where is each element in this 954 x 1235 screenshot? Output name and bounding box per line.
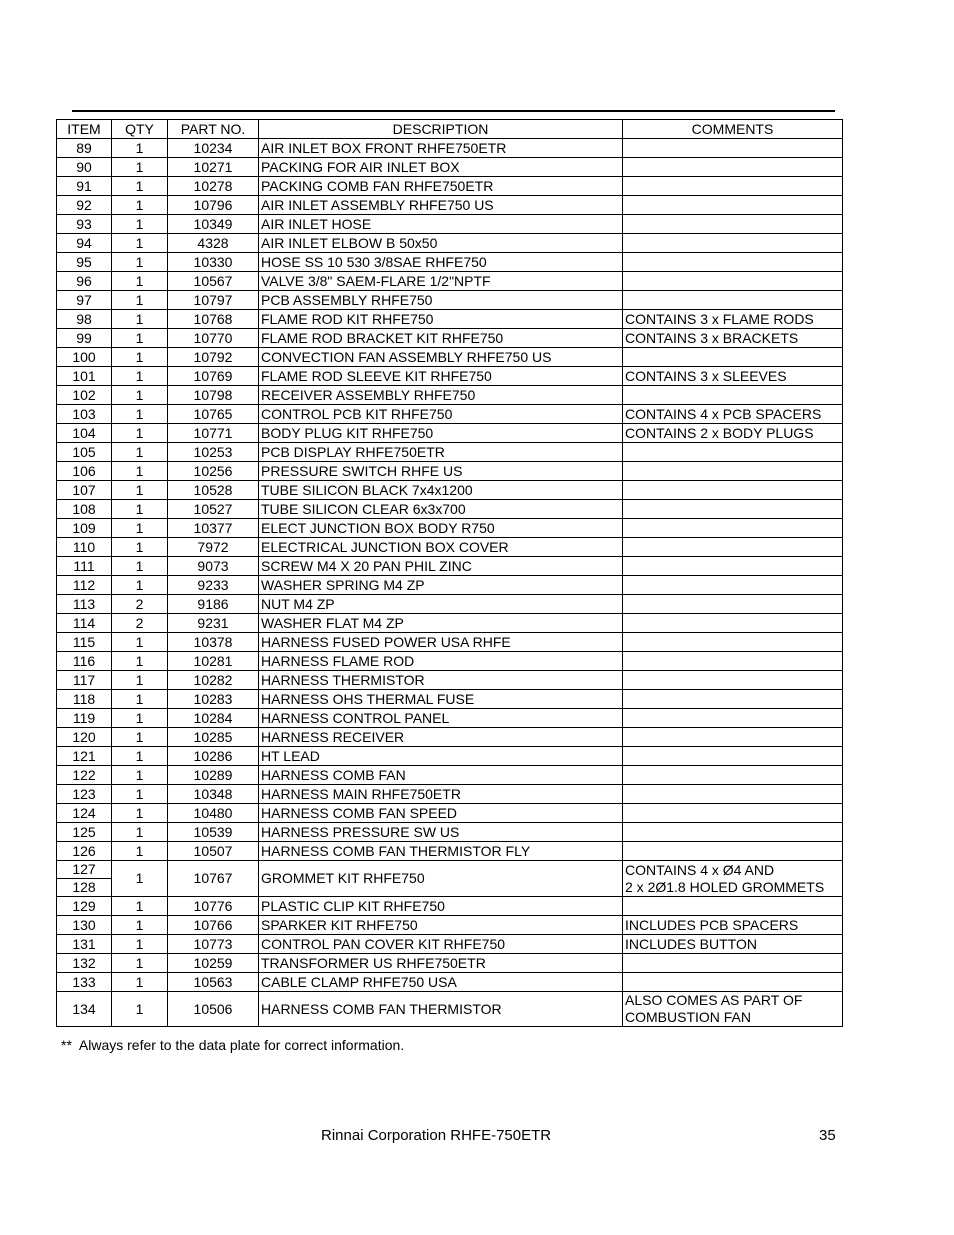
qty-cell: 1 [112, 367, 168, 386]
item-cell: 105 [57, 443, 112, 462]
part-no-cell: 10349 [168, 215, 259, 234]
part-no-cell: 10348 [168, 785, 259, 804]
item-cell: 110 [57, 538, 112, 557]
qty-cell: 1 [112, 158, 168, 177]
description-cell: VALVE 3/8" SAEM-FLARE 1/2"NPTF [259, 272, 623, 291]
table-row [57, 973, 843, 992]
table-row [57, 405, 843, 424]
qty-cell: 1 [112, 139, 168, 158]
table-row [57, 897, 843, 916]
table-row [57, 234, 843, 253]
part-no-cell: 10765 [168, 405, 259, 424]
table-row [57, 424, 843, 443]
comment-cell [623, 766, 843, 785]
comment-cell [623, 291, 843, 310]
part-no-cell: 10792 [168, 348, 259, 367]
part-no-cell: 10767 [168, 861, 259, 897]
item-cell: 133 [57, 973, 112, 992]
header-part-no: PART NO. [168, 120, 259, 139]
item-cell: 118 [57, 690, 112, 709]
qty-cell: 1 [112, 329, 168, 348]
part-no-cell: 10769 [168, 367, 259, 386]
item-cell: 107 [57, 481, 112, 500]
description-cell: HARNESS COMB FAN SPEED [259, 804, 623, 823]
qty-cell: 1 [112, 804, 168, 823]
part-no-cell: 10539 [168, 823, 259, 842]
description-cell: HARNESS FUSED POWER USA RHFE [259, 633, 623, 652]
description-cell: TRANSFORMER US RHFE750ETR [259, 954, 623, 973]
comment-cell [623, 386, 843, 405]
description-cell: HARNESS PRESSURE SW US [259, 823, 623, 842]
description-cell: CONTROL PAN COVER KIT RHFE750 [259, 935, 623, 954]
table-row [57, 785, 843, 804]
qty-cell: 1 [112, 177, 168, 196]
qty-cell: 1 [112, 935, 168, 954]
comment-cell: CONTAINS 3 x SLEEVES [623, 367, 843, 386]
header-item: ITEM [57, 120, 112, 139]
item-cell: 124 [57, 804, 112, 823]
comment-cell [623, 614, 843, 633]
item-cell: 117 [57, 671, 112, 690]
part-no-cell: 10776 [168, 897, 259, 916]
footer-title: Rinnai Corporation RHFE-750ETR [321, 1127, 552, 1144]
description-cell: HT LEAD [259, 747, 623, 766]
comment-line: COMBUSTION FAN [625, 1009, 752, 1025]
description-cell: PACKING FOR AIR INLET BOX [259, 158, 623, 177]
description-cell: HARNESS COMB FAN THERMISTOR [259, 992, 623, 1027]
table-row [57, 538, 843, 557]
description-cell: HOSE SS 10 530 3/8SAE RHFE750 [259, 253, 623, 272]
part-no-cell: 10528 [168, 481, 259, 500]
comment-cell [623, 747, 843, 766]
item-cell: 129 [57, 897, 112, 916]
table-row [57, 367, 843, 386]
table-row [57, 804, 843, 823]
description-cell: PRESSURE SWITCH RHFE US [259, 462, 623, 481]
comment-cell [623, 785, 843, 804]
item-cell: 92 [57, 196, 112, 215]
table-row [57, 747, 843, 766]
item-cell: 101 [57, 367, 112, 386]
part-no-cell: 9233 [168, 576, 259, 595]
description-cell: AIR INLET ELBOW B 50x50 [259, 234, 623, 253]
item-cell: 94 [57, 234, 112, 253]
item-cell: 106 [57, 462, 112, 481]
qty-cell: 1 [112, 671, 168, 690]
table-row [57, 253, 843, 272]
description-cell: PLASTIC CLIP KIT RHFE750 [259, 897, 623, 916]
part-no-cell: 10766 [168, 916, 259, 935]
table-row [57, 916, 843, 935]
item-cell: 131 [57, 935, 112, 954]
table-row [57, 158, 843, 177]
table-row [57, 177, 843, 196]
qty-cell: 1 [112, 652, 168, 671]
qty-cell: 1 [112, 766, 168, 785]
comment-cell [623, 973, 843, 992]
qty-cell: 1 [112, 386, 168, 405]
table-row [57, 633, 843, 652]
part-no-cell: 10768 [168, 310, 259, 329]
qty-cell: 1 [112, 253, 168, 272]
description-cell: SPARKER KIT RHFE750 [259, 916, 623, 935]
table-row [57, 861, 843, 879]
description-cell: HARNESS COMB FAN [259, 766, 623, 785]
description-cell: HARNESS THERMISTOR [259, 671, 623, 690]
qty-cell: 1 [112, 196, 168, 215]
part-no-cell: 10271 [168, 158, 259, 177]
comment-line: ALSO COMES AS PART OF [625, 992, 803, 1008]
comment-cell [623, 348, 843, 367]
part-no-cell: 10770 [168, 329, 259, 348]
description-cell: PACKING COMB FAN RHFE750ETR [259, 177, 623, 196]
description-cell: NUT M4 ZP [259, 595, 623, 614]
comment-cell [623, 671, 843, 690]
item-cell: 103 [57, 405, 112, 424]
item-cell: 112 [57, 576, 112, 595]
comment-cell: INCLUDES BUTTON [623, 935, 843, 954]
table-row [57, 652, 843, 671]
comment-cell [623, 690, 843, 709]
part-no-cell: 10284 [168, 709, 259, 728]
table-row [57, 709, 843, 728]
comment-cell: CONTAINS 3 x FLAME RODS [623, 310, 843, 329]
description-cell: ELECT JUNCTION BOX BODY R750 [259, 519, 623, 538]
part-no-cell: 10507 [168, 842, 259, 861]
comment-cell [623, 519, 843, 538]
parts-table [56, 119, 843, 1027]
qty-cell: 1 [112, 633, 168, 652]
part-no-cell: 10234 [168, 139, 259, 158]
table-row [57, 766, 843, 785]
table-row [57, 139, 843, 158]
comment-cell [623, 196, 843, 215]
table-row [57, 690, 843, 709]
qty-cell: 1 [112, 861, 168, 897]
comment-line: CONTAINS 4 x Ø4 AND [625, 861, 775, 878]
item-cell: 126 [57, 842, 112, 861]
comment-cell [623, 234, 843, 253]
item-cell: 115 [57, 633, 112, 652]
comment-cell [623, 177, 843, 196]
item-cell: 108 [57, 500, 112, 519]
part-no-cell: 10378 [168, 633, 259, 652]
table-row [57, 557, 843, 576]
qty-cell: 1 [112, 557, 168, 576]
description-cell: GROMMET KIT RHFE750 [259, 861, 623, 897]
part-no-cell: 10796 [168, 196, 259, 215]
part-no-cell: 7972 [168, 538, 259, 557]
description-cell: CONTROL PCB KIT RHFE750 [259, 405, 623, 424]
table-header-row [57, 120, 843, 139]
item-cell: 128 [57, 879, 112, 897]
table-row [57, 443, 843, 462]
description-cell: HARNESS OHS THERMAL FUSE [259, 690, 623, 709]
item-cell: 122 [57, 766, 112, 785]
qty-cell: 1 [112, 538, 168, 557]
comment-cell [623, 462, 843, 481]
qty-cell: 1 [112, 954, 168, 973]
qty-cell: 1 [112, 823, 168, 842]
part-no-cell: 10286 [168, 747, 259, 766]
item-cell: 111 [57, 557, 112, 576]
description-cell: AIR INLET ASSEMBLY RHFE750 US [259, 196, 623, 215]
table-row [57, 935, 843, 954]
table-row [57, 614, 843, 633]
item-cell: 125 [57, 823, 112, 842]
item-cell: 114 [57, 614, 112, 633]
qty-cell: 1 [112, 462, 168, 481]
comment-cell [623, 557, 843, 576]
comment-cell [623, 861, 843, 897]
comment-cell [623, 443, 843, 462]
description-cell: PCB ASSEMBLY RHFE750 [259, 291, 623, 310]
item-cell: 121 [57, 747, 112, 766]
table-row [57, 728, 843, 747]
description-cell: FLAME ROD BRACKET KIT RHFE750 [259, 329, 623, 348]
comment-cell: CONTAINS 2 x BODY PLUGS [623, 424, 843, 443]
page-number: 35 [819, 1127, 836, 1144]
qty-cell: 1 [112, 842, 168, 861]
table-row [57, 992, 843, 1027]
description-cell: FLAME ROD SLEEVE KIT RHFE750 [259, 367, 623, 386]
qty-cell: 1 [112, 405, 168, 424]
item-cell: 99 [57, 329, 112, 348]
description-cell: PCB DISPLAY RHFE750ETR [259, 443, 623, 462]
part-no-cell: 4328 [168, 234, 259, 253]
part-no-cell: 10506 [168, 992, 259, 1027]
table-row [57, 272, 843, 291]
part-no-cell: 10283 [168, 690, 259, 709]
comment-cell [623, 633, 843, 652]
comment-cell [623, 139, 843, 158]
table-row [57, 519, 843, 538]
item-cell: 102 [57, 386, 112, 405]
comment-cell [623, 897, 843, 916]
header-comments: COMMENTS [623, 120, 843, 139]
item-cell: 119 [57, 709, 112, 728]
table-row [57, 196, 843, 215]
part-no-cell: 9073 [168, 557, 259, 576]
table-row [57, 215, 843, 234]
part-no-cell: 10256 [168, 462, 259, 481]
table-row [57, 291, 843, 310]
part-no-cell: 10563 [168, 973, 259, 992]
description-cell: AIR INLET BOX FRONT RHFE750ETR [259, 139, 623, 158]
qty-cell: 1 [112, 500, 168, 519]
comment-cell [623, 253, 843, 272]
qty-cell: 1 [112, 348, 168, 367]
comment-cell [623, 595, 843, 614]
comment-line: 2 x 2Ø1.8 HOLED GROMMETS [625, 878, 825, 895]
comment-cell [623, 652, 843, 671]
comment-cell [623, 709, 843, 728]
qty-cell: 2 [112, 614, 168, 633]
part-no-cell: 10527 [168, 500, 259, 519]
item-cell: 93 [57, 215, 112, 234]
part-no-cell: 10285 [168, 728, 259, 747]
comment-cell [623, 272, 843, 291]
table-row [57, 576, 843, 595]
qty-cell: 1 [112, 747, 168, 766]
comment-cell: CONTAINS 4 x PCB SPACERS [623, 405, 843, 424]
description-cell: CABLE CLAMP RHFE750 USA [259, 973, 623, 992]
part-no-cell: 10278 [168, 177, 259, 196]
table-row [57, 500, 843, 519]
table-row [57, 671, 843, 690]
table-row [57, 595, 843, 614]
part-no-cell: 9231 [168, 614, 259, 633]
description-cell: FLAME ROD KIT RHFE750 [259, 310, 623, 329]
comment-cell [623, 215, 843, 234]
description-cell: WASHER SPRING M4 ZP [259, 576, 623, 595]
qty-cell: 1 [112, 234, 168, 253]
qty-cell: 1 [112, 992, 168, 1027]
comment-cell [623, 538, 843, 557]
table-row [57, 462, 843, 481]
description-cell: BODY PLUG KIT RHFE750 [259, 424, 623, 443]
qty-cell: 2 [112, 595, 168, 614]
part-no-cell: 10253 [168, 443, 259, 462]
part-no-cell: 10330 [168, 253, 259, 272]
item-cell: 104 [57, 424, 112, 443]
comment-cell [623, 576, 843, 595]
comment-cell: INCLUDES PCB SPACERS [623, 916, 843, 935]
comment-cell [623, 992, 843, 1027]
description-cell: CONVECTION FAN ASSEMBLY RHFE750 US [259, 348, 623, 367]
qty-cell: 1 [112, 690, 168, 709]
description-cell: WASHER FLAT M4 ZP [259, 614, 623, 633]
qty-cell: 1 [112, 310, 168, 329]
comment-cell [623, 500, 843, 519]
table-row [57, 842, 843, 861]
item-cell: 98 [57, 310, 112, 329]
description-cell: HARNESS RECEIVER [259, 728, 623, 747]
header-qty: QTY [112, 120, 168, 139]
item-cell: 91 [57, 177, 112, 196]
part-no-cell: 10282 [168, 671, 259, 690]
description-cell: AIR INLET HOSE [259, 215, 623, 234]
qty-cell: 1 [112, 215, 168, 234]
header-description: DESCRIPTION [259, 120, 623, 139]
item-cell: 116 [57, 652, 112, 671]
qty-cell: 1 [112, 973, 168, 992]
item-cell: 132 [57, 954, 112, 973]
item-cell: 123 [57, 785, 112, 804]
part-no-cell: 9186 [168, 595, 259, 614]
item-cell: 130 [57, 916, 112, 935]
part-no-cell: 10281 [168, 652, 259, 671]
table-row [57, 386, 843, 405]
comment-cell [623, 842, 843, 861]
table-row [57, 310, 843, 329]
qty-cell: 1 [112, 785, 168, 804]
comment-cell [623, 804, 843, 823]
part-no-cell: 10797 [168, 291, 259, 310]
top-rule [72, 110, 835, 112]
qty-cell: 1 [112, 519, 168, 538]
item-cell: 109 [57, 519, 112, 538]
description-cell: HARNESS MAIN RHFE750ETR [259, 785, 623, 804]
part-no-cell: 10567 [168, 272, 259, 291]
item-cell: 100 [57, 348, 112, 367]
description-cell: HARNESS COMB FAN THERMISTOR FLY [259, 842, 623, 861]
item-cell: 96 [57, 272, 112, 291]
comment-cell: CONTAINS 3 x BRACKETS [623, 329, 843, 348]
part-no-cell: 10798 [168, 386, 259, 405]
description-cell: HARNESS FLAME ROD [259, 652, 623, 671]
qty-cell: 1 [112, 481, 168, 500]
qty-cell: 1 [112, 728, 168, 747]
part-no-cell: 10289 [168, 766, 259, 785]
qty-cell: 1 [112, 576, 168, 595]
item-cell: 134 [57, 992, 112, 1027]
comment-cell [623, 823, 843, 842]
item-cell: 97 [57, 291, 112, 310]
part-no-cell: 10259 [168, 954, 259, 973]
comment-cell [623, 481, 843, 500]
comment-cell [623, 728, 843, 747]
description-cell: SCREW M4 X 20 PAN PHIL ZINC [259, 557, 623, 576]
item-cell: 127 [57, 861, 112, 879]
table-row [57, 954, 843, 973]
qty-cell: 1 [112, 897, 168, 916]
qty-cell: 1 [112, 424, 168, 443]
description-cell: TUBE SILICON CLEAR 6x3x700 [259, 500, 623, 519]
table-row [57, 348, 843, 367]
qty-cell: 1 [112, 443, 168, 462]
qty-cell: 1 [112, 291, 168, 310]
description-cell: TUBE SILICON BLACK 7x4x1200 [259, 481, 623, 500]
footnote: ** Always refer to the data plate for correct information. [61, 1037, 405, 1053]
item-cell: 90 [57, 158, 112, 177]
part-no-cell: 10480 [168, 804, 259, 823]
part-no-cell: 10377 [168, 519, 259, 538]
item-cell: 113 [57, 595, 112, 614]
description-cell: ELECTRICAL JUNCTION BOX COVER [259, 538, 623, 557]
comment-cell [623, 954, 843, 973]
description-cell: HARNESS CONTROL PANEL [259, 709, 623, 728]
qty-cell: 1 [112, 272, 168, 291]
part-no-cell: 10771 [168, 424, 259, 443]
item-cell: 120 [57, 728, 112, 747]
comment-cell [623, 158, 843, 177]
item-cell: 95 [57, 253, 112, 272]
qty-cell: 1 [112, 916, 168, 935]
table-row [57, 329, 843, 348]
table-row [57, 481, 843, 500]
part-no-cell: 10773 [168, 935, 259, 954]
item-cell: 89 [57, 139, 112, 158]
description-cell: RECEIVER ASSEMBLY RHFE750 [259, 386, 623, 405]
table-row [57, 823, 843, 842]
qty-cell: 1 [112, 709, 168, 728]
